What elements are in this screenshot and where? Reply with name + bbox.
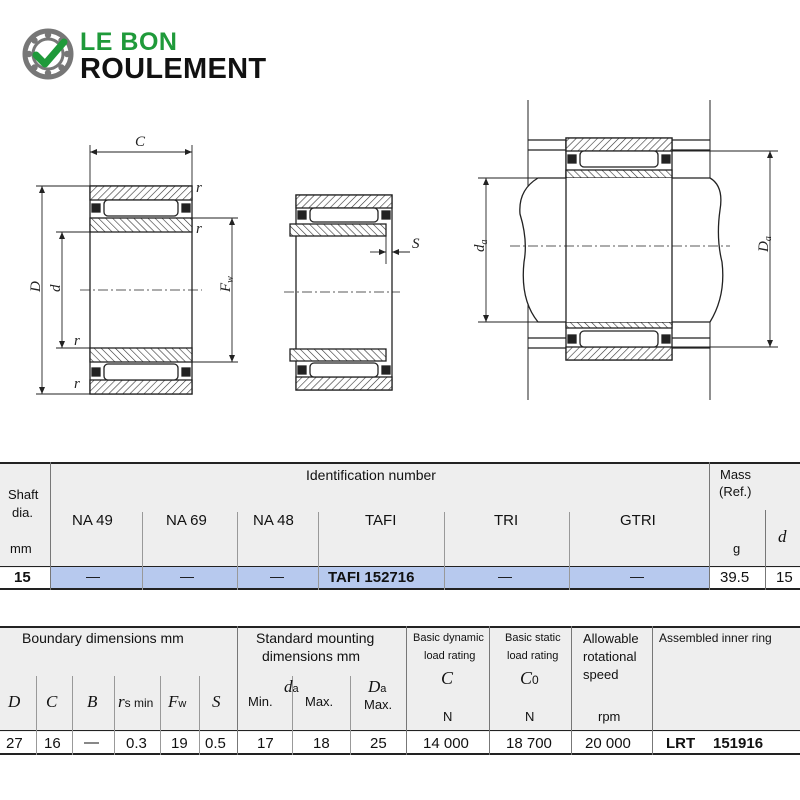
dim-label-D: D [28,281,44,292]
identification-number-header: Identification number [306,467,436,483]
val-static-load: 18 700 [506,735,552,752]
col-na48: NA 48 [253,512,294,529]
sym-C: C [46,692,58,711]
speed-header-1: Allowable [583,631,639,646]
sym-S: S [212,692,221,711]
sym-rs: rs min [118,692,154,711]
logo-text-top: LE BON [80,28,178,56]
static-load-header-2: load rating [507,650,559,662]
val-Fw: 19 [171,735,188,752]
val-S: 0.5 [205,735,226,752]
mounting-header-2: dimensions mm [262,648,361,664]
val-dynamic-load: 14 000 [423,735,469,752]
dim-label-Da: $D_a$ [756,236,774,252]
speed-header-3: speed [583,667,619,682]
dynamic-load-header-1: Basic dynamic [413,632,484,644]
mass-unit: g [733,541,741,556]
col-gtri: GTRI [620,512,656,529]
dim-label-da: $d_a$ [472,239,490,252]
val-inner-ring-code: 151916 [713,735,764,752]
sym-da-min: Min. [248,694,273,709]
sym-C-dynamic: C [441,668,454,688]
bearing-check-icon [22,28,74,80]
col-d-symbol: d [778,527,787,546]
col-tri: TRI [494,512,519,529]
dim-label-r1: r [196,180,202,196]
shaft-unit: mm [10,541,32,556]
dim-label-r4: r [74,376,80,392]
row-na48: — [270,568,284,584]
inner-ring-header: Assembled inner ring [659,631,772,645]
sym-Da-max: Max. [364,697,393,712]
unit-static: N [525,709,535,724]
sym-Da: Da [368,677,387,696]
shaft-label: Shaft [8,487,39,502]
brand-logo [22,26,302,86]
sym-Fw: Fw [168,692,187,711]
val-D: 27 [6,735,23,752]
dim-label-r3: r [74,333,80,349]
sym-C0-static: C0 [520,668,539,688]
boundary-dimensions-header: Boundary dimensions mm [22,630,184,646]
sym-B: B [87,692,98,711]
mass-label: Mass [720,467,752,482]
sym-D: D [8,692,21,711]
dim-label-S: S [412,236,420,252]
col-na49: NA 49 [72,512,113,529]
dynamic-load-header-2: load rating [424,650,476,662]
bearing-section-middle [284,195,400,390]
mass-ref-label: (Ref.) [719,484,752,499]
row-na69: — [180,568,194,584]
row-d: 15 [776,569,793,586]
dim-label-r2: r [196,221,202,237]
val-C: 16 [44,735,61,752]
row-na49: — [86,568,100,584]
sym-da-max: Max. [305,694,334,709]
row-mass: 39.5 [720,569,750,586]
row-gtri: — [630,568,644,584]
mounting-header-1: Standard mounting [256,630,375,646]
row-shaft: 15 [14,569,31,586]
dim-label-da-subscript: a [479,239,490,245]
bearing-section-left [80,186,202,394]
val-inner-ring-prefix: LRT [666,735,696,752]
dim-label-Fw-subscript: w [225,276,236,283]
row-tafi: TAFI 152716 [328,569,415,586]
sym-da: da [284,677,299,696]
dim-label-C: C [135,134,146,150]
val-da-min: 17 [257,735,274,752]
dim-label-Da-subscript: a [763,236,774,242]
dim-label-d: d [48,284,64,292]
bearing-technical-drawing [0,90,800,420]
unit-dynamic: N [443,709,453,724]
shaft-dia-label: dia. [12,505,33,520]
val-speed: 20 000 [585,735,631,752]
val-B: — [84,734,99,751]
unit-speed: rpm [598,709,621,724]
mounting-section-right [510,100,730,400]
col-na69: NA 69 [166,512,207,529]
row-tri: — [498,568,512,584]
col-tafi: TAFI [365,512,397,529]
val-rs: 0.3 [126,735,147,752]
dim-label-Fw: $F_w$ [218,276,236,292]
val-da-max: 18 [313,735,330,752]
speed-header-2: rotational [583,649,637,664]
val-Da-max: 25 [370,735,387,752]
static-load-header-1: Basic static [505,632,561,644]
logo-text-bottom: ROULEMENT [80,53,267,85]
